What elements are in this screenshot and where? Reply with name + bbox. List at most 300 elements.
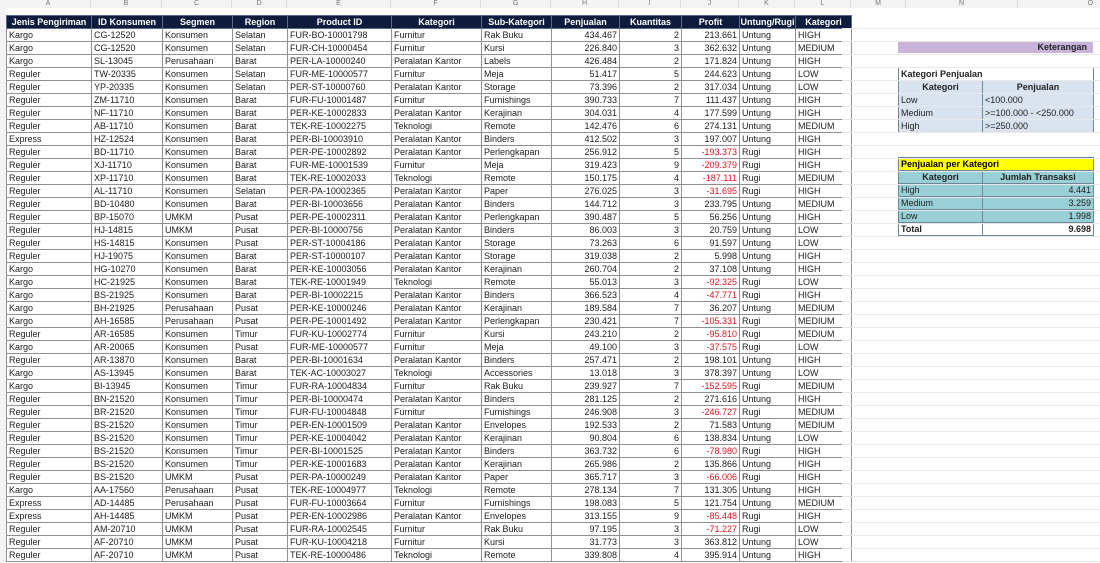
cell-kuantitas[interactable]: 7	[620, 94, 682, 107]
column-letter-m[interactable]: M	[851, 0, 906, 8]
cell-kategori[interactable]: Peralatan Kantor	[392, 315, 482, 328]
cell-kategori-penjualan[interactable]: HIGH	[796, 471, 852, 484]
cell-jenis-pengiriman[interactable]: Reguler	[7, 432, 92, 445]
header-untung-rugi[interactable]: Untung/Rugi	[740, 17, 795, 27]
ppk-total-count[interactable]: 9.698	[983, 223, 1094, 236]
cell-profit[interactable]: -66.006	[682, 471, 740, 484]
cell-kuantitas[interactable]: 7	[620, 302, 682, 315]
cell-kategori[interactable]: Peralatan Kantor	[392, 445, 482, 458]
cell-segmen[interactable]: UMKM	[163, 510, 233, 523]
header-kuantitas[interactable]: Kuantitas	[620, 16, 682, 29]
cell-jenis-pengiriman[interactable]: Kargo	[7, 484, 92, 497]
cell-jenis-pengiriman[interactable]: Kargo	[7, 55, 92, 68]
cell-jenis-pengiriman[interactable]: Express	[7, 133, 92, 146]
cell-kategori-penjualan[interactable]: HIGH	[796, 159, 852, 172]
cell-kuantitas[interactable]: 4	[620, 107, 682, 120]
cell-jenis-pengiriman[interactable]: Reguler	[7, 146, 92, 159]
cell-id-konsumen[interactable]: TW-20335	[92, 68, 163, 81]
cell-segmen[interactable]: Konsumen	[163, 159, 233, 172]
cell-region[interactable]: Barat	[233, 146, 288, 159]
cell-product-id[interactable]: PER-BI-10003656	[288, 198, 392, 211]
cell-region[interactable]: Barat	[233, 250, 288, 263]
cell-untung-rugi[interactable]: Untung	[740, 484, 796, 497]
cell-profit[interactable]: 244.623	[682, 68, 740, 81]
kp-header-penjualan[interactable]: Penjualan	[983, 81, 1094, 94]
cell-kuantitas[interactable]: 9	[620, 159, 682, 172]
cell-penjualan[interactable]: 73.263	[552, 237, 620, 250]
cell-kuantitas[interactable]: 3	[620, 523, 682, 536]
cell-id-konsumen[interactable]: SL-13045	[92, 55, 163, 68]
cell-penjualan[interactable]: 90.804	[552, 432, 620, 445]
cell-kuantitas[interactable]: 5	[620, 211, 682, 224]
cell-sub-kategori[interactable]: Meja	[482, 68, 552, 81]
cell-untung-rugi[interactable]: Untung	[740, 224, 796, 237]
cell-region[interactable]: Barat	[233, 354, 288, 367]
cell-kategori[interactable]: Peralatan Kantor	[392, 289, 482, 302]
cell-segmen[interactable]: Konsumen	[163, 328, 233, 341]
column-letter-f[interactable]: F	[391, 0, 481, 8]
cell-segmen[interactable]: Konsumen	[163, 250, 233, 263]
ppk-header-jumlah[interactable]: Jumlah Transaksi	[983, 171, 1094, 184]
cell-sub-kategori[interactable]: Binders	[482, 289, 552, 302]
cell-kategori[interactable]: Furnitur	[392, 29, 482, 42]
cell-product-id[interactable]: PER-ST-10004186	[288, 237, 392, 250]
cell-jenis-pengiriman[interactable]: Kargo	[7, 367, 92, 380]
cell-penjualan[interactable]: 265.986	[552, 458, 620, 471]
cell-kategori-penjualan[interactable]: LOW	[796, 367, 852, 380]
cell-profit[interactable]: 135.866	[682, 458, 740, 471]
cell-segmen[interactable]: UMKM	[163, 523, 233, 536]
cell-product-id[interactable]: FUR-ME-10000577	[288, 68, 392, 81]
cell-segmen[interactable]: Konsumen	[163, 237, 233, 250]
cell-jenis-pengiriman[interactable]: Reguler	[7, 94, 92, 107]
cell-jenis-pengiriman[interactable]: Kargo	[7, 302, 92, 315]
cell-region[interactable]: Barat	[233, 55, 288, 68]
header-kategori-penjualan[interactable]: Kategori	[796, 16, 852, 29]
cell-kategori-penjualan[interactable]: MEDIUM	[796, 172, 852, 185]
cell-segmen[interactable]: Konsumen	[163, 276, 233, 289]
cell-kuantitas[interactable]: 4	[620, 289, 682, 302]
cell-id-konsumen[interactable]: BD-10480	[92, 198, 163, 211]
cell-kategori-penjualan[interactable]: HIGH	[796, 484, 852, 497]
cell-product-id[interactable]: FUR-RA-10002545	[288, 523, 392, 536]
ppk-high-count[interactable]: 4.441	[983, 184, 1094, 197]
cell-id-konsumen[interactable]: AF-20710	[92, 549, 163, 562]
cell-untung-rugi[interactable]: Untung	[740, 367, 796, 380]
cell-profit[interactable]: 271.616	[682, 393, 740, 406]
header-penjualan[interactable]: Penjualan	[552, 16, 620, 29]
cell-kategori-penjualan[interactable]: MEDIUM	[796, 315, 852, 328]
cell-sub-kategori[interactable]: Binders	[482, 224, 552, 237]
cell-kategori-penjualan[interactable]: MEDIUM	[796, 497, 852, 510]
cell-product-id[interactable]: PER-ST-10000760	[288, 81, 392, 94]
cell-profit[interactable]: -92.325	[682, 276, 740, 289]
cell-jenis-pengiriman[interactable]: Reguler	[7, 406, 92, 419]
cell-jenis-pengiriman[interactable]: Reguler	[7, 68, 92, 81]
cell-segmen[interactable]: Konsumen	[163, 172, 233, 185]
cell-product-id[interactable]: PER-PE-10002311	[288, 211, 392, 224]
cell-region[interactable]: Selatan	[233, 29, 288, 42]
cell-id-konsumen[interactable]: HC-21925	[92, 276, 163, 289]
cell-kuantitas[interactable]: 6	[620, 432, 682, 445]
cell-kuantitas[interactable]: 3	[620, 224, 682, 237]
cell-penjualan[interactable]: 144.712	[552, 198, 620, 211]
cell-untung-rugi[interactable]: Untung	[740, 94, 796, 107]
cell-kuantitas[interactable]: 6	[620, 237, 682, 250]
cell-untung-rugi[interactable]: Rugi	[740, 510, 796, 523]
cell-kategori[interactable]: Furnitur	[392, 406, 482, 419]
cell-untung-rugi[interactable]: Rugi	[740, 406, 796, 419]
column-letter-g[interactable]: G	[481, 0, 551, 8]
cell-untung-rugi[interactable]: Untung	[740, 237, 796, 250]
cell-sub-kategori[interactable]: Kerajinan	[482, 107, 552, 120]
cell-profit[interactable]: 71.583	[682, 419, 740, 432]
cell-untung-rugi[interactable]: Untung	[740, 458, 796, 471]
cell-kategori-penjualan[interactable]: LOW	[796, 224, 852, 237]
cell-kategori-penjualan[interactable]: MEDIUM	[796, 419, 852, 432]
cell-kategori[interactable]: Peralatan Kantor	[392, 419, 482, 432]
cell-product-id[interactable]: FUR-KU-10004218	[288, 536, 392, 549]
cell-profit[interactable]: 197.007	[682, 133, 740, 146]
cell-id-konsumen[interactable]: AL-11710	[92, 185, 163, 198]
cell-sub-kategori[interactable]: Perlengkapan	[482, 315, 552, 328]
cell-kategori-penjualan[interactable]: HIGH	[796, 94, 852, 107]
cell-kategori-penjualan[interactable]: HIGH	[796, 133, 852, 146]
cell-untung-rugi[interactable]: Rugi	[740, 471, 796, 484]
cell-kategori-penjualan[interactable]: HIGH	[796, 146, 852, 159]
kp-low-label[interactable]: Low	[899, 94, 983, 107]
cell-jenis-pengiriman[interactable]: Reguler	[7, 185, 92, 198]
cell-kategori[interactable]: Teknologi	[392, 549, 482, 562]
cell-sub-kategori[interactable]: Binders	[482, 198, 552, 211]
cell-untung-rugi[interactable]: Rugi	[740, 328, 796, 341]
cell-kuantitas[interactable]: 2	[620, 419, 682, 432]
cell-kategori[interactable]: Teknologi	[392, 367, 482, 380]
cell-penjualan[interactable]: 434.467	[552, 29, 620, 42]
cell-kategori-penjualan[interactable]: MEDIUM	[796, 198, 852, 211]
cell-kategori-penjualan[interactable]: LOW	[796, 68, 852, 81]
cell-penjualan[interactable]: 31.773	[552, 536, 620, 549]
cell-kategori-penjualan[interactable]: LOW	[796, 523, 852, 536]
cell-id-konsumen[interactable]: BS-21520	[92, 419, 163, 432]
cell-segmen[interactable]: Konsumen	[163, 198, 233, 211]
cell-region[interactable]: Pusat	[233, 549, 288, 562]
cell-segmen[interactable]: Perusahaan	[163, 497, 233, 510]
cell-segmen[interactable]: Konsumen	[163, 393, 233, 406]
column-letter-b[interactable]: B	[91, 0, 162, 8]
cell-kategori[interactable]: Peralatan Kantor	[392, 81, 482, 94]
cell-id-konsumen[interactable]: AR-16585	[92, 328, 163, 341]
header-jenis-pengiriman[interactable]: Jenis Pengiriman	[7, 16, 92, 29]
cell-kategori[interactable]: Furnitur	[392, 380, 482, 393]
cell-penjualan[interactable]: 260.704	[552, 263, 620, 276]
cell-product-id[interactable]: PER-PA-10000249	[288, 471, 392, 484]
cell-id-konsumen[interactable]: HJ-14815	[92, 224, 163, 237]
cell-kategori-penjualan[interactable]: HIGH	[796, 289, 852, 302]
cell-penjualan[interactable]: 319.423	[552, 159, 620, 172]
cell-kuantitas[interactable]: 2	[620, 81, 682, 94]
cell-id-konsumen[interactable]: HG-10270	[92, 263, 163, 276]
cell-jenis-pengiriman[interactable]: Express	[7, 510, 92, 523]
cell-profit[interactable]: 121.754	[682, 497, 740, 510]
cell-profit[interactable]: -246.727	[682, 406, 740, 419]
cell-jenis-pengiriman[interactable]: Reguler	[7, 250, 92, 263]
cell-kuantitas[interactable]: 3	[620, 341, 682, 354]
cell-segmen[interactable]: Konsumen	[163, 107, 233, 120]
kp-header-kategori[interactable]: Kategori	[899, 81, 983, 94]
cell-profit[interactable]: -85.448	[682, 510, 740, 523]
cell-sub-kategori[interactable]: Rak Buku	[482, 380, 552, 393]
cell-kategori-penjualan[interactable]: LOW	[796, 276, 852, 289]
ppk-total-label[interactable]: Total	[899, 223, 983, 236]
cell-profit[interactable]: 378.397	[682, 367, 740, 380]
cell-segmen[interactable]: Konsumen	[163, 419, 233, 432]
cell-product-id[interactable]: TEK-RE-10000486	[288, 549, 392, 562]
cell-product-id[interactable]: FUR-ME-10000577	[288, 341, 392, 354]
cell-id-konsumen[interactable]: HZ-12524	[92, 133, 163, 146]
cell-segmen[interactable]: Konsumen	[163, 81, 233, 94]
cell-kuantitas[interactable]: 2	[620, 354, 682, 367]
cell-region[interactable]: Pusat	[233, 484, 288, 497]
kategori-penjualan-title[interactable]: Kategori Penjualan	[899, 68, 1094, 81]
cell-penjualan[interactable]: 281.125	[552, 393, 620, 406]
cell-product-id[interactable]: PER-KE-10000246	[288, 302, 392, 315]
cell-jenis-pengiriman[interactable]: Kargo	[7, 289, 92, 302]
cell-region[interactable]: Timur	[233, 432, 288, 445]
cell-sub-kategori[interactable]: Furnishings	[482, 406, 552, 419]
cell-jenis-pengiriman[interactable]: Reguler	[7, 81, 92, 94]
cell-profit[interactable]: 36.207	[682, 302, 740, 315]
cell-region[interactable]: Barat	[233, 107, 288, 120]
cell-profit[interactable]: 131.305	[682, 484, 740, 497]
cell-region[interactable]: Barat	[233, 120, 288, 133]
cell-region[interactable]: Selatan	[233, 68, 288, 81]
cell-jenis-pengiriman[interactable]: Kargo	[7, 341, 92, 354]
cell-penjualan[interactable]: 426.484	[552, 55, 620, 68]
cell-kategori[interactable]: Peralatan Kantor	[392, 263, 482, 276]
cell-kategori[interactable]: Teknologi	[392, 172, 482, 185]
cell-id-konsumen[interactable]: BI-13945	[92, 380, 163, 393]
cell-kategori[interactable]: Peralatan Kantor	[392, 471, 482, 484]
cell-segmen[interactable]: UMKM	[163, 471, 233, 484]
cell-jenis-pengiriman[interactable]: Reguler	[7, 419, 92, 432]
cell-untung-rugi[interactable]: Untung	[740, 29, 796, 42]
cell-region[interactable]: Timur	[233, 445, 288, 458]
cell-sub-kategori[interactable]: Furnishings	[482, 497, 552, 510]
cell-segmen[interactable]: Perusahaan	[163, 484, 233, 497]
cell-segmen[interactable]: Konsumen	[163, 432, 233, 445]
cell-sub-kategori[interactable]: Accessories	[482, 367, 552, 380]
cell-segmen[interactable]: UMKM	[163, 549, 233, 562]
cell-segmen[interactable]: Konsumen	[163, 263, 233, 276]
cell-sub-kategori[interactable]: Kerajinan	[482, 458, 552, 471]
cell-region[interactable]: Barat	[233, 172, 288, 185]
cell-kategori[interactable]: Peralatan Kantor	[392, 510, 482, 523]
cell-kategori-penjualan[interactable]: HIGH	[796, 458, 852, 471]
cell-jenis-pengiriman[interactable]: Kargo	[7, 315, 92, 328]
cell-untung-rugi[interactable]: Untung	[740, 302, 796, 315]
cell-region[interactable]: Timur	[233, 419, 288, 432]
cell-untung-rugi[interactable]: Untung	[740, 250, 796, 263]
column-letter-l[interactable]: L	[795, 0, 851, 8]
cell-profit[interactable]: 395.914	[682, 549, 740, 562]
keterangan-label[interactable]: Keterangan	[898, 41, 1093, 53]
cell-penjualan[interactable]: 226.840	[552, 42, 620, 55]
column-letter-e[interactable]: E	[287, 0, 391, 8]
cell-kategori[interactable]: Peralatan Kantor	[392, 107, 482, 120]
cell-sub-kategori[interactable]: Kursi	[482, 42, 552, 55]
cell-region[interactable]: Barat	[233, 263, 288, 276]
cell-profit[interactable]: 138.834	[682, 432, 740, 445]
cell-jenis-pengiriman[interactable]: Kargo	[7, 42, 92, 55]
cell-region[interactable]: Selatan	[233, 42, 288, 55]
cell-product-id[interactable]: TEK-RE-10004977	[288, 484, 392, 497]
cell-sub-kategori[interactable]: Binders	[482, 354, 552, 367]
cell-untung-rugi[interactable]: Rugi	[740, 523, 796, 536]
cell-region[interactable]: Timur	[233, 328, 288, 341]
column-letter-n[interactable]: N	[906, 0, 1018, 8]
cell-kuantitas[interactable]: 7	[620, 484, 682, 497]
cell-penjualan[interactable]: 97.195	[552, 523, 620, 536]
cell-jenis-pengiriman[interactable]: Reguler	[7, 198, 92, 211]
cell-id-konsumen[interactable]: AR-13870	[92, 354, 163, 367]
cell-jenis-pengiriman[interactable]: Kargo	[7, 29, 92, 42]
cell-kuantitas[interactable]: 4	[620, 172, 682, 185]
cell-kuantitas[interactable]: 3	[620, 536, 682, 549]
cell-id-konsumen[interactable]: BD-11710	[92, 146, 163, 159]
cell-penjualan[interactable]: 412.502	[552, 133, 620, 146]
cell-sub-kategori[interactable]: Remote	[482, 549, 552, 562]
cell-region[interactable]: Pusat	[233, 523, 288, 536]
cell-untung-rugi[interactable]: Untung	[740, 393, 796, 406]
cell-penjualan[interactable]: 189.584	[552, 302, 620, 315]
cell-penjualan[interactable]: 390.487	[552, 211, 620, 224]
cell-penjualan[interactable]: 363.732	[552, 445, 620, 458]
cell-jenis-pengiriman[interactable]: Reguler	[7, 549, 92, 562]
cell-id-konsumen[interactable]: ZM-11710	[92, 94, 163, 107]
cell-region[interactable]: Pusat	[233, 315, 288, 328]
cell-profit[interactable]: -209.379	[682, 159, 740, 172]
kp-medium-label[interactable]: Medium	[899, 107, 983, 120]
cell-kategori-penjualan[interactable]: HIGH	[796, 510, 852, 523]
cell-region[interactable]: Barat	[233, 367, 288, 380]
cell-sub-kategori[interactable]: Rak Buku	[482, 29, 552, 42]
cell-penjualan[interactable]: 276.025	[552, 185, 620, 198]
cell-kategori[interactable]: Furnitur	[392, 328, 482, 341]
cell-region[interactable]: Pusat	[233, 211, 288, 224]
cell-kategori-penjualan[interactable]: HIGH	[796, 445, 852, 458]
cell-id-konsumen[interactable]: BS-21925	[92, 289, 163, 302]
cell-penjualan[interactable]: 73.396	[552, 81, 620, 94]
cell-product-id[interactable]: FUR-KU-10002774	[288, 328, 392, 341]
cell-kuantitas[interactable]: 5	[620, 68, 682, 81]
cell-jenis-pengiriman[interactable]: Kargo	[7, 263, 92, 276]
cell-sub-kategori[interactable]: Furnishings	[482, 94, 552, 107]
cell-kategori-penjualan[interactable]: MEDIUM	[796, 302, 852, 315]
cell-kategori[interactable]: Peralatan Kantor	[392, 237, 482, 250]
cell-untung-rugi[interactable]: Untung	[740, 549, 796, 562]
cell-region[interactable]: Pusat	[233, 224, 288, 237]
column-letter-c[interactable]: C	[162, 0, 232, 8]
cell-profit[interactable]: 91.597	[682, 237, 740, 250]
cell-penjualan[interactable]: 319.038	[552, 250, 620, 263]
cell-jenis-pengiriman[interactable]: Reguler	[7, 458, 92, 471]
cell-sub-kategori[interactable]: Labels	[482, 55, 552, 68]
cell-untung-rugi[interactable]: Untung	[740, 419, 796, 432]
cell-kategori[interactable]: Peralatan Kantor	[392, 432, 482, 445]
cell-untung-rugi[interactable]: Untung	[740, 354, 796, 367]
cell-region[interactable]: Pusat	[233, 237, 288, 250]
cell-profit[interactable]: 177.599	[682, 107, 740, 120]
cell-kategori[interactable]: Peralatan Kantor	[392, 250, 482, 263]
cell-id-konsumen[interactable]: AD-14485	[92, 497, 163, 510]
cell-sub-kategori[interactable]: Remote	[482, 484, 552, 497]
cell-product-id[interactable]: PER-ST-10000107	[288, 250, 392, 263]
cell-segmen[interactable]: Perusahaan	[163, 302, 233, 315]
cell-region[interactable]: Barat	[233, 94, 288, 107]
cell-kategori-penjualan[interactable]: HIGH	[796, 263, 852, 276]
cell-id-konsumen[interactable]: XP-11710	[92, 172, 163, 185]
cell-penjualan[interactable]: 49.100	[552, 341, 620, 354]
cell-id-konsumen[interactable]: AR-20065	[92, 341, 163, 354]
cell-product-id[interactable]: TEK-RE-10001949	[288, 276, 392, 289]
cell-product-id[interactable]: PER-PA-10002365	[288, 185, 392, 198]
cell-product-id[interactable]: PER-PE-10001492	[288, 315, 392, 328]
cell-kuantitas[interactable]: 2	[620, 29, 682, 42]
cell-kuantitas[interactable]: 3	[620, 276, 682, 289]
cell-jenis-pengiriman[interactable]: Kargo	[7, 380, 92, 393]
cell-segmen[interactable]: Konsumen	[163, 354, 233, 367]
cell-profit[interactable]: 362.632	[682, 42, 740, 55]
cell-product-id[interactable]: PER-BI-10000756	[288, 224, 392, 237]
column-letter-k[interactable]: K	[739, 0, 795, 8]
cell-penjualan[interactable]: 198.083	[552, 497, 620, 510]
cell-profit[interactable]: 213.661	[682, 29, 740, 42]
cell-profit[interactable]: -187.111	[682, 172, 740, 185]
cell-kuantitas[interactable]: 5	[620, 146, 682, 159]
cell-penjualan[interactable]: 192.533	[552, 419, 620, 432]
cell-kategori[interactable]: Peralatan Kantor	[392, 458, 482, 471]
cell-region[interactable]: Timur	[233, 458, 288, 471]
cell-jenis-pengiriman[interactable]: Reguler	[7, 107, 92, 120]
cell-kategori[interactable]: Furnitur	[392, 159, 482, 172]
cell-kuantitas[interactable]: 2	[620, 458, 682, 471]
cell-sub-kategori[interactable]: Binders	[482, 445, 552, 458]
cell-region[interactable]: Pusat	[233, 497, 288, 510]
cell-jenis-pengiriman[interactable]: Reguler	[7, 237, 92, 250]
cell-profit[interactable]: 56.256	[682, 211, 740, 224]
cell-penjualan[interactable]: 256.912	[552, 146, 620, 159]
header-region[interactable]: Region	[233, 16, 288, 29]
cell-kategori[interactable]: Furnitur	[392, 497, 482, 510]
cell-sub-kategori[interactable]: Remote	[482, 276, 552, 289]
cell-untung-rugi[interactable]: Rugi	[740, 185, 796, 198]
ppk-title[interactable]: Penjualan per Kategori	[899, 158, 1094, 171]
cell-kategori[interactable]: Peralatan Kantor	[392, 198, 482, 211]
cell-product-id[interactable]: PER-BI-10002215	[288, 289, 392, 302]
column-letter-a[interactable]: A	[6, 0, 91, 8]
cell-segmen[interactable]: Konsumen	[163, 146, 233, 159]
cell-kategori-penjualan[interactable]: MEDIUM	[796, 120, 852, 133]
cell-segmen[interactable]: UMKM	[163, 211, 233, 224]
cell-product-id[interactable]: TEK-AC-10003027	[288, 367, 392, 380]
cell-sub-kategori[interactable]: Kerajinan	[482, 432, 552, 445]
cell-id-konsumen[interactable]: NF-11710	[92, 107, 163, 120]
cell-penjualan[interactable]: 313.155	[552, 510, 620, 523]
cell-region[interactable]: Selatan	[233, 185, 288, 198]
cell-id-konsumen[interactable]: BS-21520	[92, 445, 163, 458]
cell-profit[interactable]: 20.759	[682, 224, 740, 237]
